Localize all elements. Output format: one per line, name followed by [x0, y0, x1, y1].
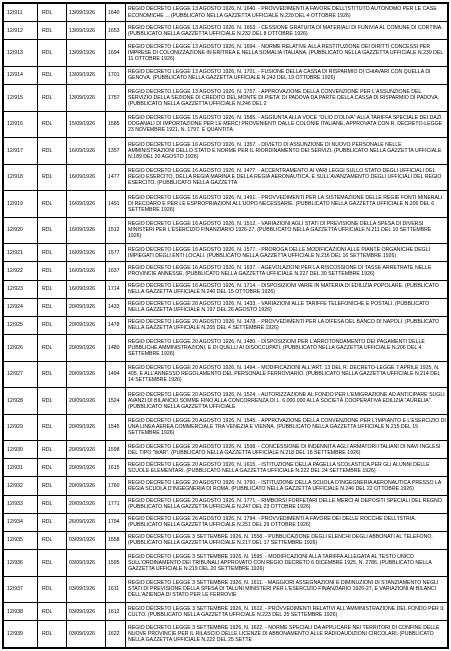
- act-type-cell: RDL: [38, 621, 67, 648]
- record-number-cell: 12/928: [4, 388, 38, 415]
- act-type-cell: RDL: [38, 316, 67, 334]
- act-description-text: REGIO DECRETO LEGGE 13 AGOSTO 1926, N. 1640. - PROVVEDIMENTI A FAVORE DELL'ISTITUTO AUTONOMO PER LE CASE ECONOMICHE ... (PUBBLICATO NELLA GAZZETTA UFFICIALE N.220 DEL 4 OTTOBRE 1926): [128, 6, 437, 19]
- act-description-text: REGIO DECRETO LEGGE 20 AGOSTO 1926, N. 1615. - ISTITUZIONE DELLA PAGELLA SCOLASTICA PER GLI ALUNNI DELLE SCUOLE ELEMENTARI. (PUBBLICATO NELLA GAZZETTA UFFICIALE N.222 DEL 24 SETTEMBRE 1926): [128, 461, 430, 474]
- record-number-cell: 12/913: [4, 40, 38, 67]
- table-row: [4, 576, 448, 603]
- act-number-cell: 1794: [106, 513, 126, 531]
- table-row: [4, 191, 448, 218]
- act-date-cell: 15/09/1926: [67, 111, 106, 138]
- act-date-cell: 16/09/1926: [67, 244, 106, 262]
- act-date-cell: 20/09/1926: [67, 459, 106, 477]
- act-number-cell: 1615: [106, 459, 126, 477]
- act-number-cell: 1598: [106, 441, 126, 459]
- record-number-cell: 12/919: [4, 191, 38, 218]
- table-row: [4, 66, 448, 84]
- act-date-cell: 16/09/1926: [67, 191, 106, 218]
- act-description-cell: [126, 40, 448, 67]
- act-description-cell: [126, 621, 448, 648]
- act-date-cell: 20/09/1926: [67, 441, 106, 459]
- act-type-cell: RDL: [38, 191, 67, 218]
- act-number-cell: 1771: [106, 495, 126, 513]
- table-row: [4, 22, 448, 40]
- act-type-cell: RDL: [38, 550, 67, 577]
- act-description-cell: [126, 477, 448, 495]
- act-date-cell: 16/09/1926: [67, 217, 106, 244]
- act-description-text: REGIO DECRETO LEGGE 20 AGOSTO 1926, N. 1545. - APPROVAZIONE DELLA CONVENZIONE PER L'IMPIANTO E L'ESERCIZIO DI UNA LINEA AEREA COMMERCIALE TRA VENEZIA E VIENNA. (PUBBLICATO NELLA GAZZETTA UFFICIALE N.215 DEL 15 SETTEMBRE 1926): [128, 418, 446, 437]
- act-number-cell: 1585: [106, 111, 126, 138]
- act-description-cell: [126, 111, 448, 138]
- table-row: [4, 361, 448, 388]
- act-date-cell: 20/09/1926: [67, 298, 106, 316]
- act-type-cell: RDL: [38, 40, 67, 67]
- act-description-text: REGIO DECRETO LEGGE 16 AGOSTO 1926, N. 1577. - PROROGA DELLE MODIFICAZIONI ALLE PIANTE ORGANICHE DEGLI IMPIEGATI DEGLI ENTI LOCALI. (PUBBLICATO NELLA GAZZETTA UFFICIALE N.216 DEL 16 SETTEMBRE 1926): [128, 246, 430, 259]
- record-number-cell: 12/911: [4, 4, 38, 22]
- act-description-text: REGIO DECRETO LEGGE 13 AGOSTO 1926, N. 1701. - FUSIONE DELLA CASSA DI RISPARMIO DI CHIAVARI CON QUELLA DI GENOVA. (PUBBLICATO NELLA GAZZETTA UFFICIALE N.243 DEL 19 OTTOBRE 1926): [128, 69, 431, 82]
- record-number-cell: 12/922: [4, 262, 38, 280]
- act-number-cell: 1653: [106, 22, 126, 40]
- act-number-cell: 1714: [106, 280, 126, 298]
- record-number-cell: 12/921: [4, 244, 38, 262]
- act-description-text: REGIO DECRETO LEGGE 16 AGOSTO 1926, N. 1512. - VARIAZIONI AGLI STATI DI PREVISIONE DELLA SPESA DI DIVERSI MINISTERI PER L'ESERCIZIO FINANZIARIO 1926-27. (PUBBLICATO NELLA GAZZETTA UFFICIALE N.211 DEL 10 SETTEMBRE 1926): [128, 221, 432, 240]
- act-description-text: REGIO DECRETO LEGGE 3 SETTEMBRE 1926, N. 1611. - MAGGIORI ASSEGNAZIONI E DIMINUZIONI DI STANZIAMENTO NEGLI STATI DI PREVISIONE DELLA SPESA DI TALUNI MINISTERI PER L'ESERCIZIO FINANZIARIO 1926-27, E VARIAZIONI AI BILANCI DELL'AZIENDA DI STATO PER LE FERROVIE: [128, 580, 439, 599]
- act-description-text: REGIO DECRETO LEGGE 3 SETTEMBRE 1926, N. 1612. - PROVVEDIMENTI RELATIVI ALL'AMMINISTRAZIONE DEL FONDO PER IL CULTO. (PUBBLICATO NELLA GAZZETTA UFFICIALE N.223 DEL 25 SETTEMBRE 1926): [128, 605, 445, 618]
- act-type-cell: RDL: [38, 280, 67, 298]
- act-description-cell: [126, 4, 448, 22]
- act-description-text: REGIO DECRETO LEGGE 16 AGOSTO 1926, N. 1357. - DIVIETO DI ASSUNZIONE DI NUOVO PERSONALE NELLE AMMINISTRAZIONI DELLO STATO E NORME PER IL RIORDINAMENTO DEI SERVIZI. (PUBBLICATO NELLA GAZZETTA UFFICIALE N.189 DEL 20 AGOSTO 1926): [128, 141, 442, 160]
- table-row: [4, 459, 448, 477]
- act-description-text: REGIO DECRETO LEGGE 15 AGOSTO 1926, N. 1585. - AGGIUNTA ALLA VOCE "OLIO D'OLIVA" ALLA TARIFFA SPECIALE DEI DAZI DOGANALI DI IMPORTAZIONE PER LE MERCI PROVENIENTI DALLE COLONIE ITALIANE, APPROVATA CON R. DECRETO-LEGGE 23 NOVEMBRE 1921, N. 1797. E QUANTITÀ: [128, 115, 443, 134]
- act-type-cell: RDL: [38, 441, 67, 459]
- table-row: [4, 334, 448, 361]
- act-description-text: REGIO DECRETO LEGGE 20 AGOSTO 1926, N. 1478. - PROVVEDIMENTI PER LA DIFESA DEL BANCO DI NAPOLI. (PUBBLICATO NELLA GAZZETTA UFFICIALE N.205 DEL 4 SETTEMBRE 1926): [128, 319, 440, 332]
- act-description-text: REGIO DECRETO LEGGE 3 SETTEMBRE 1926, N. 1622. - NORME SPECIALI DA APPLICARE NEI TERRITORI DI CONFINE DELLE NUOVE PROVINCIE PER IL RILASCIO DELLE LICENZE DI ABBONAMENTO ALLE RADIOAUDIZIONI CIRCOLARI. (PUBBLICATO NELLA GAZZETTA UFFICIALE N.222 DEL 25 SETTE: [128, 624, 440, 644]
- act-number-cell: 1757: [106, 85, 126, 112]
- table-row: [4, 388, 448, 415]
- act-date-cell: 20/09/1926: [67, 388, 106, 415]
- table-row: [4, 603, 448, 621]
- record-number-cell: 12/938: [4, 603, 38, 621]
- act-number-cell: 1477: [106, 164, 126, 191]
- act-description-cell: [126, 262, 448, 280]
- record-number-cell: 12/937: [4, 576, 38, 603]
- act-type-cell: RDL: [38, 217, 67, 244]
- record-number-cell: 12/925: [4, 316, 38, 334]
- act-type-cell: RDL: [38, 414, 67, 441]
- act-description-text: REGIO DECRETO LEGGE 20 AGOSTO 1926, N. 1760. - ISTITUZIONE DELLA SCUOLA D'INGEGNERIA AERONAUTICA PRESSO LA REGIA SCUOLA D'INGEGNERIA DI ROMA. (PUBBLICATO NELLA GAZZETTA UFFICIALE N.246 DEL 22 OTTOBRE 1926): [128, 479, 442, 492]
- table-row: [4, 217, 448, 244]
- act-type-cell: RDL: [38, 262, 67, 280]
- record-number-cell: 12/920: [4, 217, 38, 244]
- record-number-cell: 12/926: [4, 334, 38, 361]
- act-type-cell: RDL: [38, 164, 67, 191]
- act-description-text: REGIO DECRETO LEGGE 20 AGOSTO 1926, N. 1433. - VARIAZIONI ALLE TARIFFE TELEFONICHE E POSTALI. (PUBBLICATO NELLA GAZZETTA UFFICIALE N.197 DEL 26 AGOSTO 1926): [128, 301, 430, 314]
- act-description-cell: [126, 603, 448, 621]
- table-row: [4, 621, 448, 648]
- act-number-cell: 1577: [106, 244, 126, 262]
- act-date-cell: 13/09/1926: [67, 4, 106, 22]
- act-date-cell: 20/09/1926: [67, 316, 106, 334]
- act-description-cell: [126, 513, 448, 531]
- record-number-cell: 12/934: [4, 513, 38, 531]
- act-description-cell: [126, 388, 448, 415]
- act-date-cell: 20/09/1926: [67, 414, 106, 441]
- act-type-cell: RDL: [38, 66, 67, 84]
- act-type-cell: RDL: [38, 603, 67, 621]
- act-description-text: REGIO DECRETO LEGGE 13 AGOSTO 1926, N. 1653. - CESSIONE GRATUITA DI MATERIALI DI FUNIVIA AL COMUNE DI CORTINA. (PUBBLICATO NELLA GAZZETTA UFFICIALE N.232 DEL 8 OTTOBRE 1926): [128, 24, 443, 37]
- act-description-text: REGIO DECRETO LEGGE 3 SETTEMBRE 1926, N. 1558. - PUBBLICAZIONE DEGLI ELENCHI DEGLI ABBONATI AL TELEFONO. (PUBBLICATO NELLA GAZZETTA UFFICIALE N.217 DEL 17 SETTEMBRE 1926): [128, 534, 433, 547]
- act-date-cell: 16/09/1926: [67, 280, 106, 298]
- act-number-cell: 1612: [106, 603, 126, 621]
- act-type-cell: RDL: [38, 361, 67, 388]
- act-date-cell: 20/09/1926: [67, 334, 106, 361]
- table-row: [4, 164, 448, 191]
- act-type-cell: RDL: [38, 388, 67, 415]
- record-number-cell: 12/931: [4, 459, 38, 477]
- table-row: [4, 495, 448, 513]
- act-date-cell: 03/09/1926: [67, 531, 106, 549]
- table-row: [4, 316, 448, 334]
- record-number-cell: 12/923: [4, 280, 38, 298]
- act-description-text: REGIO DECRETO LEGGE 16 AGOSTO 1926, N. 1491. - PROVVEDIMENTI PER LA SISTEMAZIONE DELLE REGIE FONTI MINERALI DI RECOARO E PER LE ESPROPRIAZIONI ALL'UOPO NECESSARIE. (PUBBLICATO NELLA GAZZETTA UFFICIALE N.206 DEL 6 SETTEMBRE 1926): [128, 194, 443, 213]
- act-description-cell: [126, 334, 448, 361]
- table-row: [4, 550, 448, 577]
- act-description-cell: [126, 280, 448, 298]
- act-type-cell: RDL: [38, 531, 67, 549]
- table-row: [4, 40, 448, 67]
- act-description-text: REGIO DECRETO LEGGE 20 AGOSTO 1926, N. 1771. - RIMBORSI FORFETARI DELLE MERCI AI DEPOSITI SPECIALI DEL REGNO. (PUBBLICATO NELLA GAZZETTA UFFICIALE N.247 DEL 23 OTTOBRE 1926): [128, 498, 444, 511]
- act-number-cell: 1491: [106, 191, 126, 218]
- act-number-cell: 1622: [106, 621, 126, 648]
- act-date-cell: 13/09/1926: [67, 40, 106, 67]
- act-number-cell: 1760: [106, 477, 126, 495]
- act-number-cell: 1480: [106, 334, 126, 361]
- act-number-cell: 1512: [106, 217, 126, 244]
- record-number-cell: 12/924: [4, 298, 38, 316]
- act-description-cell: [126, 414, 448, 441]
- record-number-cell: 12/912: [4, 22, 38, 40]
- record-number-cell: 12/930: [4, 441, 38, 459]
- record-number-cell: 12/915: [4, 85, 38, 112]
- act-number-cell: 1558: [106, 531, 126, 549]
- table-row: [4, 298, 448, 316]
- act-number-cell: 1357: [106, 138, 126, 165]
- act-date-cell: 13/09/1926: [67, 66, 106, 84]
- act-number-cell: 1524: [106, 388, 126, 415]
- act-date-cell: 16/09/1926: [67, 164, 106, 191]
- record-number-cell: 12/916: [4, 111, 38, 138]
- act-number-cell: 1494: [106, 361, 126, 388]
- table-row: [4, 477, 448, 495]
- act-description-text: REGIO DECRETO LEGGE 16 AGOSTO 1926, N. 1714. - DISPOSIZIONI VARIE IN MATERIA DI EDILIZIA POPOLARE. (PUBBLICATO NELLA GAZZETTA UFFICIALE N.240 DEL 15 OTTOBRE 1926): [128, 282, 440, 296]
- act-type-cell: RDL: [38, 495, 67, 513]
- act-type-cell: RDL: [38, 334, 67, 361]
- table-row: [4, 262, 448, 280]
- act-type-cell: RDL: [38, 459, 67, 477]
- act-type-cell: RDL: [38, 85, 67, 112]
- act-type-cell: RDL: [38, 513, 67, 531]
- act-date-cell: 20/09/1926: [67, 477, 106, 495]
- act-number-cell: 1433: [106, 298, 126, 316]
- table-row: [4, 138, 448, 165]
- act-description-cell: [126, 217, 448, 244]
- legislation-table: [3, 3, 448, 648]
- record-number-cell: 12/933: [4, 495, 38, 513]
- act-number-cell: 1545: [106, 414, 126, 441]
- act-description-cell: [126, 164, 448, 191]
- act-description-cell: [126, 22, 448, 40]
- act-number-cell: 1637: [106, 262, 126, 280]
- act-description-cell: [126, 576, 448, 603]
- act-description-text: REGIO DECRETO LEGGE 16 AGOSTO 1926, N. 1477. - ACCENTRAMENTO AI VARI LEGGI SULLO STATO DEGLI UFFICIALI DEL REGIO ESERCITO, DELLA REGIA MARINA E DELLA REGIA AERONAUTICA, E SULL'AVANZAMENTO DEGLI UFFICIALI DEL REGIO ESERCITO. (PUBBLICATO NELLA GAZZETTA: [128, 168, 442, 187]
- act-description-text: REGIO DECRETO LEGGE 13 AGOSTO 1926, N. 1757. - APPROVAZIONE DELLA CONVENZIONE PER L'ASSUNZIONE DEL SERVIZIO DELLA SEZIONE DI CREDITO DEL MONTE DI PIETA' DI PADOVA DA PARTE DELLA CASSA DI RISPARMIO DI PADOVA. (PUBBLICATO NELLA GAZZETTA UFFICIALE N.246 DEL 2: [128, 88, 440, 107]
- table-row: [4, 4, 448, 22]
- act-description-text: REGIO DECRETO LEGGE 16 AGOSTO 1926, N. 1637. - AGEVOLAZIONI PER LA RISCOSSIONE DI TASSE ARRETRATE NELLE PROVINCIE ANNESSE. (PUBBLICATO NELLA GAZZETTA UFFICIALE N.227 DEL 30 SETTEMBRE 1926): [128, 264, 432, 277]
- act-number-cell: 1701: [106, 66, 126, 84]
- table-row: [4, 414, 448, 441]
- act-description-cell: [126, 459, 448, 477]
- record-number-cell: 12/914: [4, 66, 38, 84]
- act-description-cell: [126, 85, 448, 112]
- table-row: [4, 85, 448, 112]
- table-row: [4, 244, 448, 262]
- act-date-cell: 20/09/1926: [67, 495, 106, 513]
- act-date-cell: 03/09/1926: [67, 621, 106, 648]
- act-description-cell: [126, 531, 448, 549]
- act-date-cell: 16/09/1926: [67, 138, 106, 165]
- record-number-cell: 12/929: [4, 414, 38, 441]
- act-description-cell: [126, 244, 448, 262]
- act-description-cell: [126, 316, 448, 334]
- document-page: [2, 2, 449, 649]
- record-number-cell: 12/939: [4, 621, 38, 648]
- act-description-text: REGIO DECRETO LEGGE 3 SETTEMBRE 1926, N. 1595. - MODIFICAZIONI ALLA TARIFFA ALLEGATA AL TESTO UNICO SULL'ORDINAMENTO DEI TRIBUNALI APPROVATO CON REGIO DECRETO 6 DICEMBRE 1925, N. 2786. (PUBBLICATO NELLA GAZZETTA UFFICIALE N.219 DEL 20 SETTEMBRE 1926): [128, 553, 432, 572]
- act-type-cell: RDL: [38, 22, 67, 40]
- act-type-cell: RDL: [38, 138, 67, 165]
- act-description-text: REGIO DECRETO LEGGE 26 AGOSTO 1926, N. 1794. - PROVVEDIMENTI A FAVORE DEI DELLE ROCCHE DELL'ISTRIA. (PUBBLICATO NELLA GAZZETTA UFFICIALE N.251 DEL 29 OTTOBRE 1926): [128, 516, 417, 529]
- act-type-cell: RDL: [38, 576, 67, 603]
- act-description-text: REGIO DECRETO LEGGE 20 AGOSTO 1926, N. 1480. - DISPOSIZIONI PER L'ARROTONDAMENTO DEI PAGAMENTI DELLE PUBBLICHE AMMINISTRAZIONI, E DI QUELLI AI DISOCCUPATI. (PUBBLICATO NELLA GAZZETTA UFFICIALE N.206 DEL 4 SETTEMBRE 1926): [128, 338, 425, 357]
- act-description-cell: [126, 191, 448, 218]
- legislation-table-body: [4, 4, 448, 648]
- table-row: [4, 441, 448, 459]
- act-date-cell: 03/09/1926: [67, 603, 106, 621]
- act-type-cell: RDL: [38, 4, 67, 22]
- table-row: [4, 531, 448, 549]
- act-date-cell: 13/09/1926: [67, 85, 106, 112]
- record-number-cell: 12/935: [4, 531, 38, 549]
- record-number-cell: 12/936: [4, 550, 38, 577]
- table-row: [4, 280, 448, 298]
- act-number-cell: 1640: [106, 4, 126, 22]
- act-description-cell: [126, 550, 448, 577]
- act-description-cell: [126, 495, 448, 513]
- act-description-text: REGIO DECRETO LEGGE 13 AGOSTO 1926, N. 1694. - NORME RELATIVE ALLA RESTITUZIONE DEI DIRITTI CONCESSI PER IMPRESE DI COLONIZZAZIONE IN ERITREA E NELLA SOMALIA ITALIANA. (PUBBLICATO NELLA GAZZETTA UFFICIALE N.239 DEL 11 OTTOBRE 1926): [128, 43, 444, 63]
- act-date-cell: 20/09/1926: [67, 361, 106, 388]
- act-description-cell: [126, 66, 448, 84]
- act-number-cell: 1595: [106, 550, 126, 577]
- act-type-cell: RDL: [38, 244, 67, 262]
- act-number-cell: 1611: [106, 576, 126, 603]
- record-number-cell: 12/932: [4, 477, 38, 495]
- act-number-cell: 1478: [106, 316, 126, 334]
- act-date-cell: 03/09/1926: [67, 576, 106, 603]
- act-type-cell: RDL: [38, 111, 67, 138]
- record-number-cell: 12/927: [4, 361, 38, 388]
- act-number-cell: 1694: [106, 40, 126, 67]
- act-date-cell: 13/09/1926: [67, 22, 106, 40]
- act-description-cell: [126, 441, 448, 459]
- act-type-cell: RDL: [38, 477, 67, 495]
- act-date-cell: 03/09/1926: [67, 550, 106, 577]
- act-type-cell: RDL: [38, 298, 67, 316]
- act-description-text: REGIO DECRETO LEGGE 20 AGOSTO 1926, N. 1524. - AUTORIZZAZIONE AL FONDO PER L'EMIGRAZIONE AD ANTICIPARE SUGLI AVANZI DI BILANCIO SOMME FINO ALLA CONCORRENZA DI L. 6.000.000 ALLA SOCIETÀ COOPERATIVA EDILIZIA "AURELIA". (PUBBLICATO NELLA GAZZETTA UFFICIALE: [128, 391, 445, 410]
- act-description-cell: [126, 138, 448, 165]
- act-description-text: REGIO DECRETO LEGGE 20 AGOSTO 1926, N. 1598. - CONCESSIONE DI INDENNITÀ AGLI ARMATORI ITALIANI DI NAVI INGLESI DEL TIPO "WAR". (PUBBLICATO NELLA GAZZETTA UFFICIALE N.218 DEL 18 SETTEMBRE 1926): [128, 443, 441, 456]
- table-row: [4, 513, 448, 531]
- record-number-cell: 12/917: [4, 138, 38, 165]
- act-description-cell: [126, 298, 448, 316]
- act-date-cell: 16/09/1926: [67, 262, 106, 280]
- act-description-text: REGIO DECRETO LEGGE 20 AGOSTO 1926, N. 1494. - MODIFICAZIONI ALL'ART. 13 DEL R. DECRETO-LEGGE 7 APRILE 1925, N. 405, E ALL'ANNESSO REGOLAMENTO DEL PERSONALE FERROVIARIO. (PUBBLICATO NELLA GAZZETTA UFFICIALE N.214 DEL 14 SETTEMBRE 1926): [128, 365, 441, 384]
- act-date-cell: 26/09/1926: [67, 513, 106, 531]
- record-number-cell: 12/918: [4, 164, 38, 191]
- act-description-cell: [126, 361, 448, 388]
- table-row: [4, 111, 448, 138]
